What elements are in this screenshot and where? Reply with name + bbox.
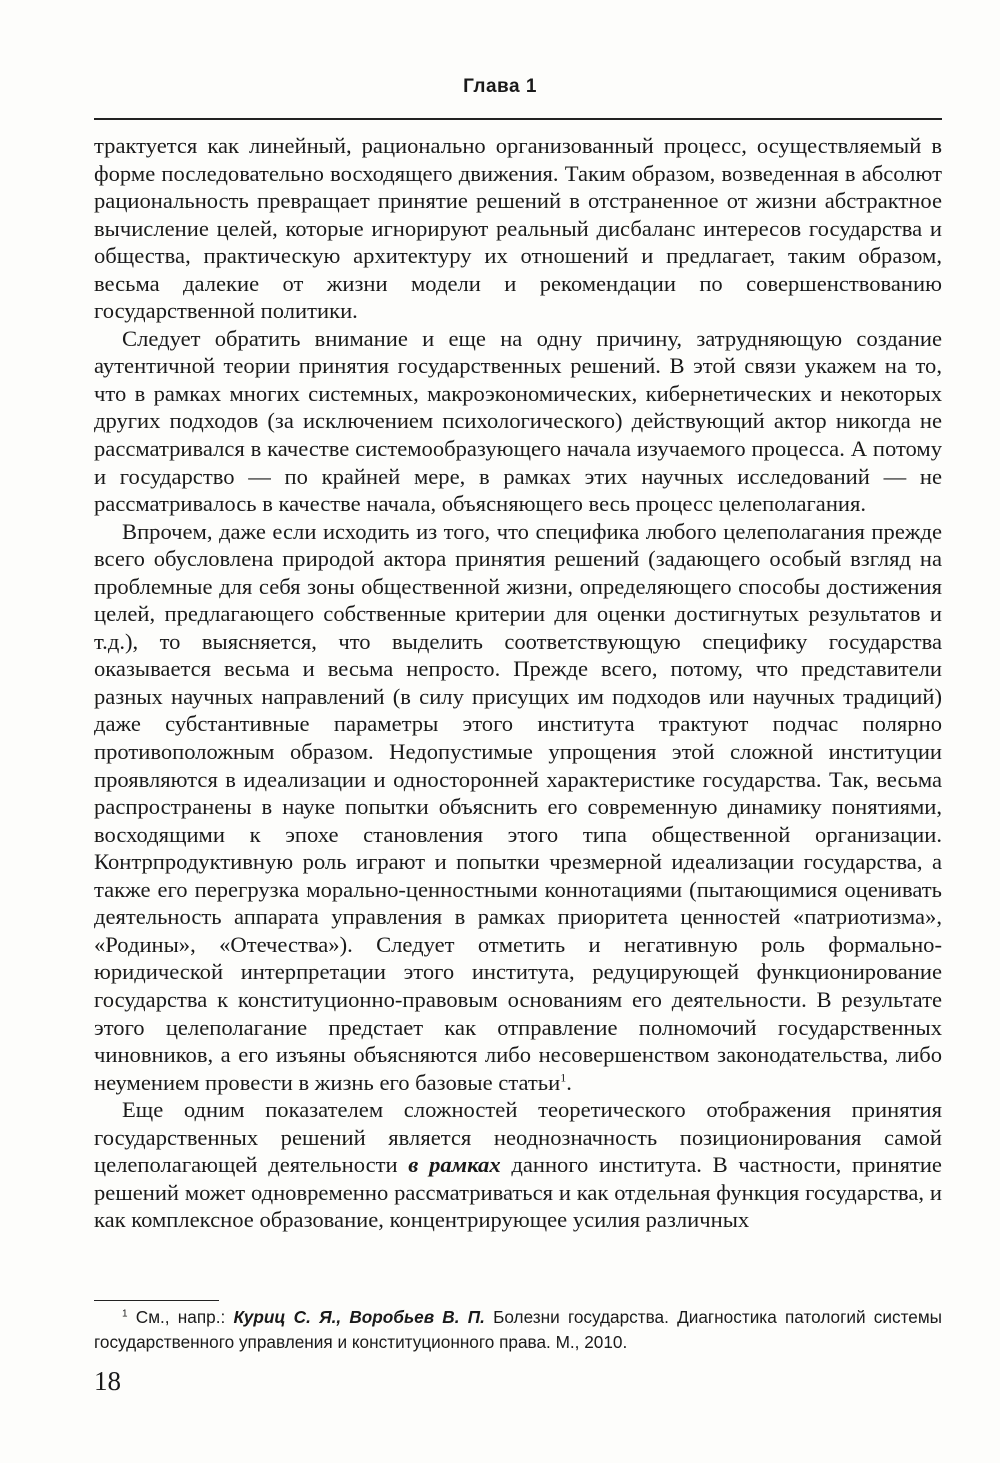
running-head: Глава 1 [463, 76, 537, 97]
footnote-rule [94, 1300, 219, 1301]
header-rule [94, 118, 942, 120]
paragraph: Впрочем, даже если исходить из того, что специфика любого целеполагания прежде всего обусловлена природой актора принятия решений (задающего особый взгляд на проблемные для себя зоны общественной жизни, определяющего способы достижения целей, предлагающего собственные критерии для оценки достигнутых результатов и т.д.), то выясняется, что выделить соответствующую специфику государства оказывается весьма и весьма непросто. Прежде всего, потому, что представители разных научных направлений (в силу присущих им подходов или научных традиций) даже субстантивные параметры этого института трактуют подчас полярно противоположным образом. Недопустимые упрощения этой сложной институции проявляются в идеализации и односторонней характеристике государства. Так, весьма распространены в науке попытки объяснить его современную динамику понятиями, восходящими к эпохе становления этого типа общественной организации. Контрпродуктивную роль играют и попытки чрезмерной идеализации государства, а также его перегрузка морально-ценностными коннотациями (пытающимися оценивать деятельность аппарата управления в рамках приоритета ценностей «патриотизма», «Родины», «Отечества»). Следует отметить и негативную роль формально-юридической интерпретации этого института, редуцирующей функционирование государства к конституционно-правовым основаниям его деятельности. В результате этого целеполагание предстает как отправление полномочий государственных чиновников, а его изъяны объясняются либо несовершенством законодательства, либо неумением провести в жизнь его базовые статьи$^1$. [94, 518, 942, 1095]
paragraph: трактуется как линейный, рационально организованный процесс, осуществляемый в форме последовательно восходящего движения. Таким образом, возведенная в абсолют рациональность превращает принятие решений в отстраненное от жизни абстрактное вычисление целей, которые игнорируют реальный дисбаланс интересов государства и общества, практическую архитектуру их отношений и предлагает, таким образом, весьма далекие от жизни модели и рекомендации по совершенствованию государственной политики. [94, 133, 942, 324]
paragraph-text: данного института. В частности, принятие решений может одновременно рассматриваться и как отдельная функция государства, и как комплексное образование, концентрирующее усилия различных [94, 1152, 942, 1233]
emphasis-text: в рамках [408, 1152, 501, 1178]
paragraph-text: Впрочем, даже если исходить из того, что специфика любого целеполагания прежде всего обусловлена природой актора принятия решений (задающего особый взгляд на проблемные для себя зоны общественной жизни, определяющего способы достижения целей, предлагающего собственные критерии для оценки достигнутых результатов и т.д.), то выясняется, что выделить соответствующую специфику государства оказывается весьма и весьма непросто. Прежде всего, потому, что представители разных научных направлений (в силу присущих им подходов или научных традиций) даже субстантивные параметры этого института трактуют подчас полярно противоположным образом. Недопустимые упрощения этой сложной институции проявляются в идеализации и односторонней характеристике государства. Так, весьма распространены в науке попытки объяснить его современную динамику понятиями, восходящими к эпохе становления этого типа общественной организации. Контрпродуктивную роль играют и попытки чрезмерной идеализации государства, а также его перегрузка морально-ценностными коннотациями (пытающимися оценивать деятельность аппарата управления в рамках приоритета ценностей «патриотизма», «Родины», «Отечества»). Следует отметить и негативную роль формально-юридической интерпретации этого института, редуцирующей функционирование государства к конституционно-правовым основаниям его деятельности. В результате этого целеполагание предстает как отправление полномочий государственных чиновников, а его изъяны объясняются либо несовершенством законодательства, либо неумением провести в жизнь его базовые статьи [94, 518, 942, 1095]
footnote-reference[interactable]: 1 [560, 1070, 567, 1085]
paragraph [94, 1096, 942, 1234]
footnote-marker: 1 [122, 1308, 128, 1320]
body-text [94, 132, 942, 1234]
page-number: 18 [94, 1366, 121, 1396]
footnote-authors: Куриц С. Я., Воробьев В. П. [233, 1307, 485, 1327]
footnote [94, 1305, 942, 1355]
footnote-text: Болезни государства. Диагностика патологий системы государственного управления и конституционного права. М., 2010. [94, 1307, 942, 1352]
footnote-prefix: См., напр.: [135, 1307, 234, 1327]
paragraph: Следует обратить внимание и еще на одну причину, затрудняющую создание аутентичной теории принятия государственных решений. В этой связи укажем на то, что в рамках многих системных, макроэкономических, кибернетических и некоторых других подходов (за исключением психологического) действующий актор никогда не рассматривался в качестве системообразующего начала изучаемого процесса. А потому и государство — по крайней мере, в рамках этих научных исследований — не рассматривалось в качестве начала, объясняющего весь процесс целеполагания. [94, 325, 942, 517]
paragraph-text: Еще одним показателем сложностей теоретического отображения принятия государственных решений является неоднозначность позиционирования самой целеполагающей деятельности [94, 1097, 942, 1178]
